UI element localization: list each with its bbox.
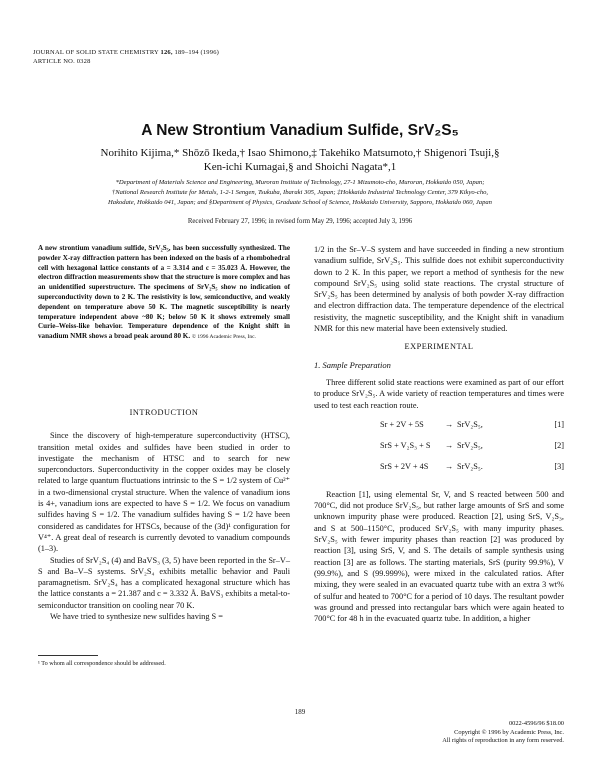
authors-line-1: Norihito Kijima,* Shōzō Ikeda,† Isao Shimono,‡ Takehiko Matsumoto,† Shigenori Tsuji,§: [100, 147, 500, 159]
sample-preparation-subheading: 1. Sample Preparation: [314, 359, 391, 370]
intro-paragraph-3: We have tried to synthesize new sulfides having S =: [50, 612, 223, 622]
equation-lhs: Sr + 2V + 5S: [380, 419, 424, 429]
affiliation-line: Hakodate, Hokkaido 041, Japan; and §Department of Physics, Graduate School of Science, Hokkaido University, Sapporo, Hokkaido 060, Japan: [108, 199, 492, 206]
copyright-block: [442, 720, 564, 746]
journal-header: [33, 48, 219, 66]
reaction-equations: [314, 419, 564, 479]
equation-rhs: SrV₂S₅,: [457, 440, 483, 450]
equation-lhs: SrS + V₂S₃ + S: [380, 440, 431, 450]
abstract-text: A new strontium vanadium sulfide, SrV₂S₅, has been successfully synthesized. The powder X-ray diffraction pattern has been indexed on the basis of a rhombohedral cell with hexagonal lattice constants of a = 3.314 and c = 35.023 Å. However, the electron diffraction measurements show that the structure is more complex and has an unidentified superstructure. The specimens of SrV₂S₅ show no indication of superconductivity down to 2 K. The resistivity is low, semiconductive, and weakly dependent on temperature above 50 K. The magnetic susceptibility is nearly temperature independent above ~80 K; below 50 K it shows extremely small Curie–Weiss-like behavior. Temperature dependence of the Knight shift in vanadium NMR shows a broad peak around 80 K.: [38, 244, 290, 341]
right-paragraph-3: Reaction [1], using elemental Sr, V, and S reacted between 500 and 700°C, did not produce SrV₂S₅, but rather large amounts of SrS and some unknown impurity phase were produced. Reaction [2], using SrS, V₂S₃, and S at 500–1150°C, produced SrV₂S₅ with many impurity phases. SrV₂S₅ with fewer impurity phases than reaction [2] was produced by reaction [3], using SrS, V, and S. The details of sample synthesis using reaction [3] are as follows. The starting materials, SrS (purity 99.9%), V (99.9%), and S (99.999%), were mixed in the calculated ratios. After mixing, they were sealed in an evacuated quartz tube with an extra 3 wt% of sulfur and heated to 700°C for a period of 10 days. The resultant powder was ground and pressed into rectangular bars which were again heated to 700°C for 48 h in the evacuated quartz tube. In addition, a higher: [314, 489, 564, 624]
equation-lhs: SrS + 2V + 4S: [380, 461, 429, 471]
arrow-icon: →: [445, 440, 454, 450]
page-number: 189: [294, 708, 306, 716]
authors: [40, 146, 560, 174]
intro-paragraph-1: Since the discovery of high-temperature superconductivity (HTSC), transition metal oxides and sulfides have been studied in order to investigate the mechanism of HTSC and to search for new superconductors. Superconductivity in the copper oxides may be closely related to large quantum fluctuations intrinsic to the S = 1/2 system of Cu²⁺ in a two-dimensional crystal structure. When the valence of vanadium ions is 4+, vanadium ions are expected to have S = 1/2. We focus on vanadium sulfides having S = 1/2. The vanadium sulfides having S = 1/2 have been considered as candidates for HTSCs, because of the (3d)¹ configuration for V⁴⁺. A great deal of research is currently devoted to vanadium compounds (1–3).: [38, 431, 290, 554]
right-paragraph-1: 1/2 in the Sr–V–S system and have succeeded in finding a new strontium vanadium sulfide, SrV₂S₅. This sulfide does not exhibit superconductivity down to 2 K. In this paper, we report a method of synthesis for the new compound SrV₂S₅ using solid state reactions. The crystal structure of SrV₂S₅ has been determined by analysis of both powder X-ray diffraction and electron diffraction data. The temperature dependence of the electrical resistivity, the magnetic susceptibility, and the Knight shift in vanadium NMR for this new material have been extensively studied.: [314, 245, 564, 334]
equation-row: [314, 419, 564, 433]
arrow-icon: →: [445, 461, 454, 471]
affiliation-line: *Department of Materials Science and Engineering, Muroran Institute of Technology, 27-1 Mizumoto-cho, Muroran, Hokkaido 050, Japan;: [115, 179, 485, 186]
equation-row: [314, 461, 564, 475]
abstract: [38, 244, 290, 343]
received-dates: Received February 27, 1996; in revised form May 29, 1996; accepted July 3, 1996: [187, 218, 413, 225]
right-column: [314, 244, 564, 624]
affiliations: [30, 178, 570, 208]
equation-rhs: SrV₂S₅,: [457, 419, 483, 429]
equation-number: [1]: [554, 419, 564, 429]
equation-row: [314, 440, 564, 454]
copyright-line: 0022-4596/96 $18.00: [508, 720, 564, 727]
affiliation-line: †National Research Institute for Metals, 1-2-1 Sengen, Tsukuba, Ibaraki 305, Japan; ‡Hokkaido Industrial Technology Center, 379 Kikyo-cho,: [111, 189, 489, 196]
footnote: ¹ To whom all correspondence should be addressed.: [38, 660, 166, 667]
authors-line-2: Ken-ichi Kumagai,§ and Shoichi Nagata*,1: [203, 161, 397, 173]
equation-number: [3]: [554, 461, 564, 471]
introduction-section: [38, 407, 290, 622]
journal-volume: 126,: [160, 49, 173, 56]
copyright-line: Copyright © 1996 by Academic Press, Inc.: [454, 728, 564, 736]
experimental-heading: EXPERIMENTAL: [404, 342, 474, 352]
equation-number: [2]: [554, 440, 564, 450]
article-number: ARTICLE NO. 0328: [33, 58, 91, 65]
copyright-line: All rights of reproduction in any form reserved.: [442, 737, 564, 744]
introduction-heading: INTRODUCTION: [129, 408, 199, 417]
paper-title: A New Strontium Vanadium Sulfide, SrV₂S₅: [141, 122, 459, 139]
intro-paragraph-2: Studies of SrV₂S₄ (4) and BaVS₃ (3, 5) have been reported in the Sr–V–S and Ba–V–S systems. SrV₂S₄ exhibits metallic behavior and Pauli paramagnetism. SrV₂S₄ has a complicated hexagonal structure which has the lattice constants a = 21.387 and c = 3.332 Å. BaVS₃ exhibits a metal-to-semiconductor transition on cooling near 70 K.: [38, 555, 290, 610]
equation-rhs: SrV₂S₅.: [457, 461, 483, 471]
footnote-divider: [38, 655, 98, 656]
right-paragraph-2: Three different solid state reactions were examined as part of our effort to produce SrV₂S₅. A wide variety of reaction temperatures and times were used to test each reaction route.: [314, 377, 564, 410]
journal-name: JOURNAL OF SOLID STATE CHEMISTRY: [33, 49, 159, 56]
arrow-icon: →: [445, 419, 454, 429]
journal-pages: 189–194 (1996): [174, 49, 220, 56]
abstract-copyright: © 1996 Academic Press, Inc.: [191, 334, 256, 341]
